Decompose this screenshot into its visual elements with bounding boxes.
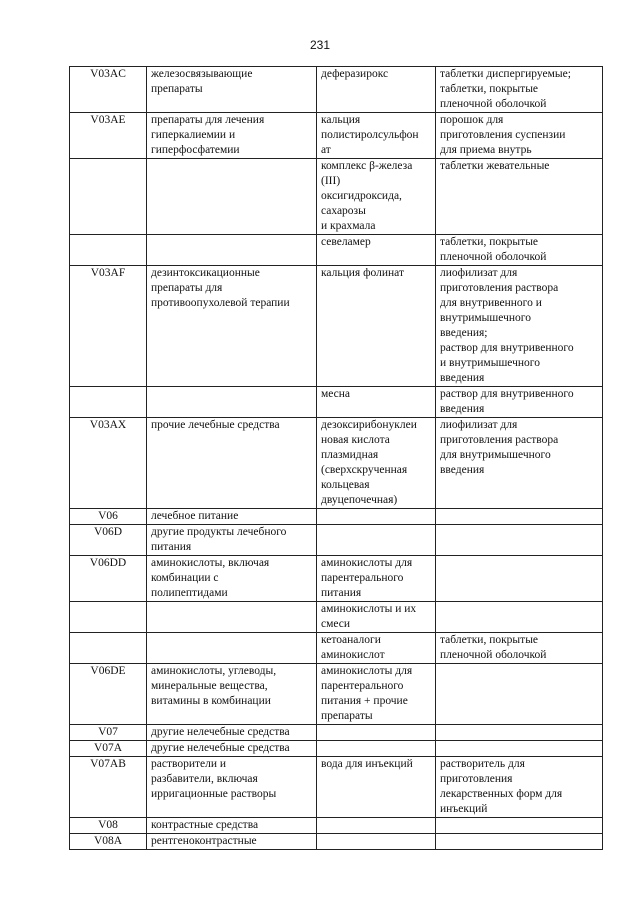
dosage-form-cell: таблетки, покрытые пленочной оболочкой: [436, 633, 603, 664]
dosage-form-cell: [436, 509, 603, 525]
atc-code-cell: [70, 387, 147, 418]
group-cell: лечебное питание: [147, 509, 317, 525]
dosage-form-cell: раствор для внутривенного введения: [436, 387, 603, 418]
dosage-form-cell: [436, 818, 603, 834]
table-row: [70, 633, 603, 664]
drug-classification-table: [69, 66, 603, 850]
dosage-form-cell: [436, 556, 603, 602]
atc-code-cell: V07: [70, 725, 147, 741]
substance-cell: комплекс β-железа (III) оксигидроксида, сахарозы и крахмала: [317, 159, 436, 235]
atc-code-cell: V06DD: [70, 556, 147, 602]
substance-cell: кальция полистиролсульфон ат: [317, 113, 436, 159]
group-cell: растворители и разбавители, включая ирригационные растворы: [147, 757, 317, 818]
dosage-form-cell: [436, 834, 603, 850]
atc-code-cell: V07A: [70, 741, 147, 757]
atc-code-cell: V08A: [70, 834, 147, 850]
substance-cell: аминокислоты для парентерального питания: [317, 556, 436, 602]
substance-cell: месна: [317, 387, 436, 418]
group-cell: другие нелечебные средства: [147, 741, 317, 757]
atc-code-cell: [70, 159, 147, 235]
atc-code-cell: [70, 602, 147, 633]
substance-cell: [317, 725, 436, 741]
table-row: [70, 818, 603, 834]
substance-cell: кетоаналоги аминокислот: [317, 633, 436, 664]
group-cell: аминокислоты, углеводы, минеральные вещества, витамины в комбинации: [147, 664, 317, 725]
dosage-form-cell: [436, 725, 603, 741]
dosage-form-cell: лиофилизат для приготовления раствора для внутривенного и внутримышечного введения; раствор для внутривенного и внутримышечного введения: [436, 266, 603, 387]
table-row: [70, 509, 603, 525]
table-row: [70, 757, 603, 818]
group-cell: другие продукты лечебного питания: [147, 525, 317, 556]
substance-cell: аминокислоты для парентерального питания + прочие препараты: [317, 664, 436, 725]
dosage-form-cell: таблетки жевательные: [436, 159, 603, 235]
group-cell: прочие лечебные средства: [147, 418, 317, 509]
dosage-form-cell: [436, 525, 603, 556]
substance-cell: дезоксирибонуклеи новая кислота плазмидная (сверхскрученная кольцевая двуцепочечная): [317, 418, 436, 509]
group-cell: [147, 235, 317, 266]
table-row: [70, 525, 603, 556]
substance-cell: [317, 818, 436, 834]
atc-code-cell: [70, 235, 147, 266]
table-row: [70, 556, 603, 602]
group-cell: [147, 602, 317, 633]
dosage-form-cell: [436, 741, 603, 757]
group-cell: [147, 633, 317, 664]
table-row: [70, 387, 603, 418]
substance-cell: вода для инъекций: [317, 757, 436, 818]
substance-cell: [317, 834, 436, 850]
atc-code-cell: V03AX: [70, 418, 147, 509]
group-cell: контрастные средства: [147, 818, 317, 834]
substance-cell: [317, 525, 436, 556]
substance-cell: аминокислоты и их смеси: [317, 602, 436, 633]
substance-cell: [317, 741, 436, 757]
substance-cell: севеламер: [317, 235, 436, 266]
atc-code-cell: V06DE: [70, 664, 147, 725]
table-row: [70, 67, 603, 113]
group-cell: другие нелечебные средства: [147, 725, 317, 741]
atc-code-cell: V03AE: [70, 113, 147, 159]
dosage-form-cell: порошок для приготовления суспензии для приема внутрь: [436, 113, 603, 159]
atc-code-cell: [70, 633, 147, 664]
table-row: [70, 741, 603, 757]
substance-cell: [317, 509, 436, 525]
table-row: [70, 235, 603, 266]
table-row: [70, 159, 603, 235]
atc-code-cell: V07AB: [70, 757, 147, 818]
dosage-form-cell: таблетки, покрытые пленочной оболочкой: [436, 235, 603, 266]
atc-code-cell: V03AF: [70, 266, 147, 387]
table-row: [70, 602, 603, 633]
table-row: [70, 664, 603, 725]
atc-code-cell: V03AC: [70, 67, 147, 113]
table-row: [70, 418, 603, 509]
dosage-form-cell: таблетки диспергируемые; таблетки, покрытые пленочной оболочкой: [436, 67, 603, 113]
group-cell: [147, 387, 317, 418]
group-cell: дезинтоксикационные препараты для противоопухолевой терапии: [147, 266, 317, 387]
group-cell: рентгеноконтрастные: [147, 834, 317, 850]
table-row: [70, 725, 603, 741]
page-number: 231: [309, 38, 331, 52]
substance-cell: кальция фолинат: [317, 266, 436, 387]
atc-code-cell: V08: [70, 818, 147, 834]
substance-cell: деферазирокс: [317, 67, 436, 113]
group-cell: препараты для лечения гиперкалиемии и гиперфосфатемии: [147, 113, 317, 159]
group-cell: аминокислоты, включая комбинации с полипептидами: [147, 556, 317, 602]
table-row: [70, 113, 603, 159]
dosage-form-cell: лиофилизат для приготовления раствора для внутримышечного введения: [436, 418, 603, 509]
dosage-form-cell: [436, 602, 603, 633]
table-row: [70, 266, 603, 387]
group-cell: [147, 159, 317, 235]
dosage-form-cell: растворитель для приготовления лекарственных форм для инъекций: [436, 757, 603, 818]
dosage-form-cell: [436, 664, 603, 725]
atc-code-cell: V06: [70, 509, 147, 525]
atc-code-cell: V06D: [70, 525, 147, 556]
table-row: [70, 834, 603, 850]
table-body: [70, 67, 603, 850]
group-cell: железосвязывающие препараты: [147, 67, 317, 113]
